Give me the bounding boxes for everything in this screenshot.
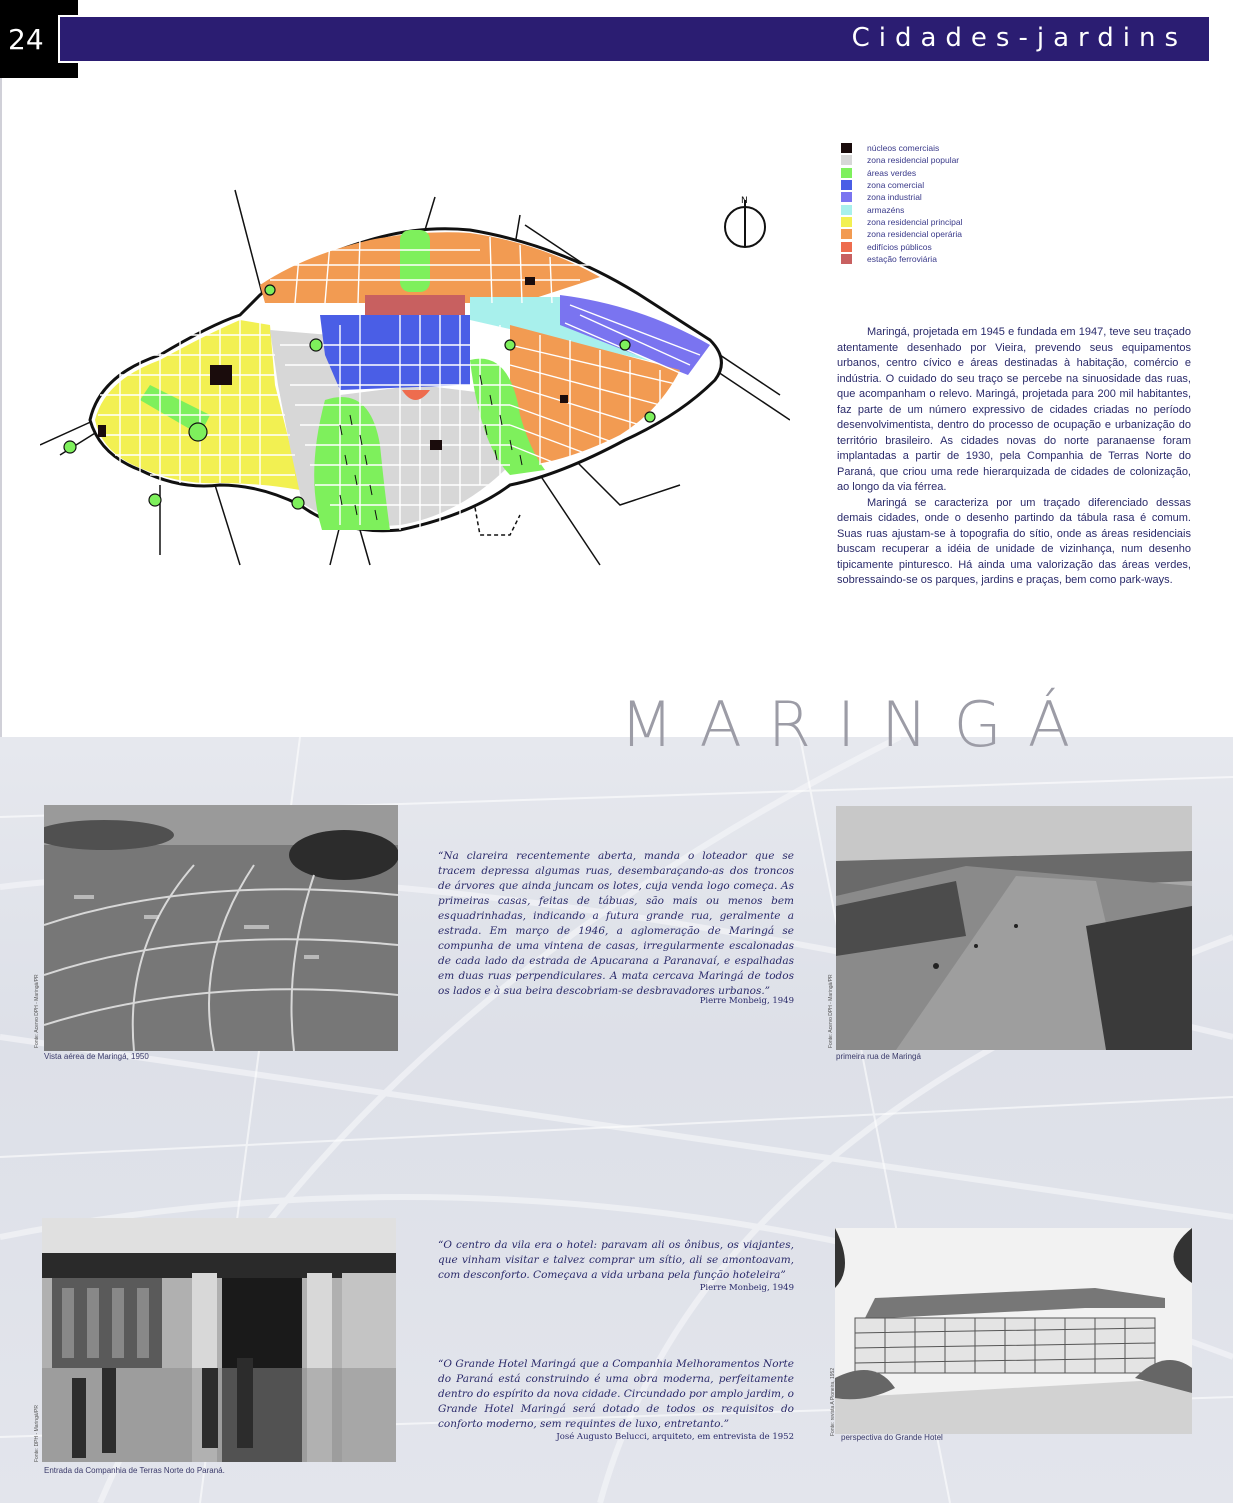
header-bar — [58, 15, 1211, 63]
aerial-caption: Vista aérea de Maringá, 1950 — [44, 1052, 149, 1061]
legend-label: núcleos comerciais — [867, 143, 940, 154]
street-caption: primeira rua de Maringá — [836, 1052, 921, 1061]
legend-swatch — [841, 229, 852, 239]
aerial-photo — [44, 805, 398, 1051]
legend-swatch — [841, 192, 852, 202]
legend-swatch — [841, 155, 852, 165]
legend-label: zona industrial — [867, 192, 922, 203]
legend-swatch — [841, 180, 852, 190]
quote-2-author: Pierre Monbeig, 1949 — [699, 1283, 794, 1293]
aerial-credit: Fonte: Acervo DPH - Maringá/PR — [34, 974, 40, 1048]
legend-swatch — [841, 217, 852, 227]
intro-text — [837, 325, 1191, 589]
legend-label: zona residencial operária — [867, 229, 962, 240]
legend-label: zona residencial principal — [867, 216, 963, 227]
hotel-sketch — [835, 1228, 1192, 1434]
hotel-credit: Fonte: revista A Pioneira, 1952 — [830, 1367, 836, 1436]
legend-item — [841, 142, 962, 154]
divider — [0, 78, 2, 738]
legend-item — [841, 228, 962, 240]
entrance-photo — [42, 1218, 396, 1462]
legend-item — [841, 191, 962, 203]
legend-item — [841, 203, 962, 215]
legend-label: armazéns — [867, 204, 905, 215]
legend-label: estação ferroviária — [867, 253, 937, 264]
legend-swatch — [841, 254, 852, 264]
legend-item — [841, 167, 962, 179]
north-label: N — [741, 196, 748, 206]
map-legend — [841, 142, 962, 265]
intro-paragraph-2: Maringá se caracteriza por um traçado diferenciado dessas demais cidades, onde o desenho partindo da tábula rasa é comum. Suas ruas ajustam-se à topografia do sítio, onde as áreas residenciais buscam recuperar a idéia de unidade de vizinhança, num desenho tipicamente pinturesco. Há ainda uma valorização das áreas verdes, sobressaindo-se os parques, jardins e praças, bem como park-ways. — [837, 496, 1191, 586]
legend-label: áreas verdes — [867, 167, 917, 178]
quote-1-author: Pierre Monbeig, 1949 — [699, 996, 794, 1006]
quote-2: “O centro da vila era o hotel: paravam ali os ônibus, os viajantes, que vinham visitar e talvez comprar um sítio, ali se amontoavam, com desconforto. Começava a vida urbana pela função hoteleira” — [438, 1239, 794, 1281]
hotel-caption: perspectiva do Grande Hotel — [841, 1433, 943, 1442]
quote-1: “Na clareira recentemente aberta, manda o loteador que se tracem depressa algumas ruas, desembaraçando-as dos troncos de árvores que ainda juncam os lotes, cuja venda logo começa. As primeiras casas, feitas de tábuas, são mais ou menos bem esquadrinhadas, indicando a futura grande rua, geralmente a estrada. Em março de 1946, a aglomeração de Maringá se compunha de uma vintena de casas, irregularmente escalonadas de cada lado da estrada de Apucarana a Paranavaí, e espalhadas em duas ruas perpendiculares. A mata cercava Maringá de todos os lados e à sua beira descobriam-se desbravadores urbanos.” — [438, 850, 794, 997]
city-title: MARINGÁ — [620, 688, 1097, 761]
section-title: Cidades-jardins — [851, 23, 1187, 53]
legend-swatch — [841, 242, 852, 252]
legend-swatch — [841, 143, 852, 153]
street-photo — [836, 806, 1192, 1050]
legend-label: zona residencial popular — [867, 155, 960, 166]
entrance-caption: Entrada da Companhia de Terras Norte do Paraná. — [44, 1466, 225, 1475]
quote-3: “O Grande Hotel Maringá que a Companhia Melhoramentos Norte do Paraná está construindo é uma obra moderna, perfeitamente dentro do espírito da nova cidade. Circundado por amplo jardim, o Grande Hotel Maringá será dotado de todos os requisitos do conforto moderno, sem requintes de luxo, entretanto.” — [438, 1358, 794, 1430]
page-number: 24 — [0, 0, 78, 78]
quote-3-author: José Augusto Belucci, arquiteto, em entrevista de 1952 — [556, 1432, 794, 1442]
legend-item — [841, 253, 962, 265]
legend-item — [841, 154, 962, 166]
legend-item — [841, 240, 962, 252]
legend-swatch — [841, 168, 852, 178]
intro-paragraph-1: Maringá, projetada em 1945 e fundada em 1947, teve seu traçado atentamente desenhado por Vieira, prevendo seus equipamentos urbanos, centro cívico e áreas destinadas à habitação, comércio e indústria. O cuidado do seu traço se percebe na sinuosidade das ruas, que acompanham o relevo. Maringá, projetada para 200 mil habitantes, faz parte de um número expressivo de cidades criadas no período desenvolvimentista, dentro do processo de ocupação e urbanização do território brasileiro. As cidades novas do norte paranaense foram implantadas a partir de 1930, pela Companhia de Terras Norte do Paraná, que criou uma rede hierarquizada de cidades de colonização, ao longo da via férrea. — [837, 326, 1191, 493]
legend-item — [841, 179, 962, 191]
entrance-credit: Fonte: DPH - Maringá/PR — [34, 1405, 40, 1462]
legend-swatch — [841, 205, 852, 215]
legend-label: edifícios públicos — [867, 241, 932, 252]
city-plan-map — [40, 185, 790, 570]
legend-label: zona comercial — [867, 180, 925, 191]
street-credit: Fonte: Acervo DPH - Maringá/PR — [828, 974, 834, 1048]
legend-item — [841, 216, 962, 228]
